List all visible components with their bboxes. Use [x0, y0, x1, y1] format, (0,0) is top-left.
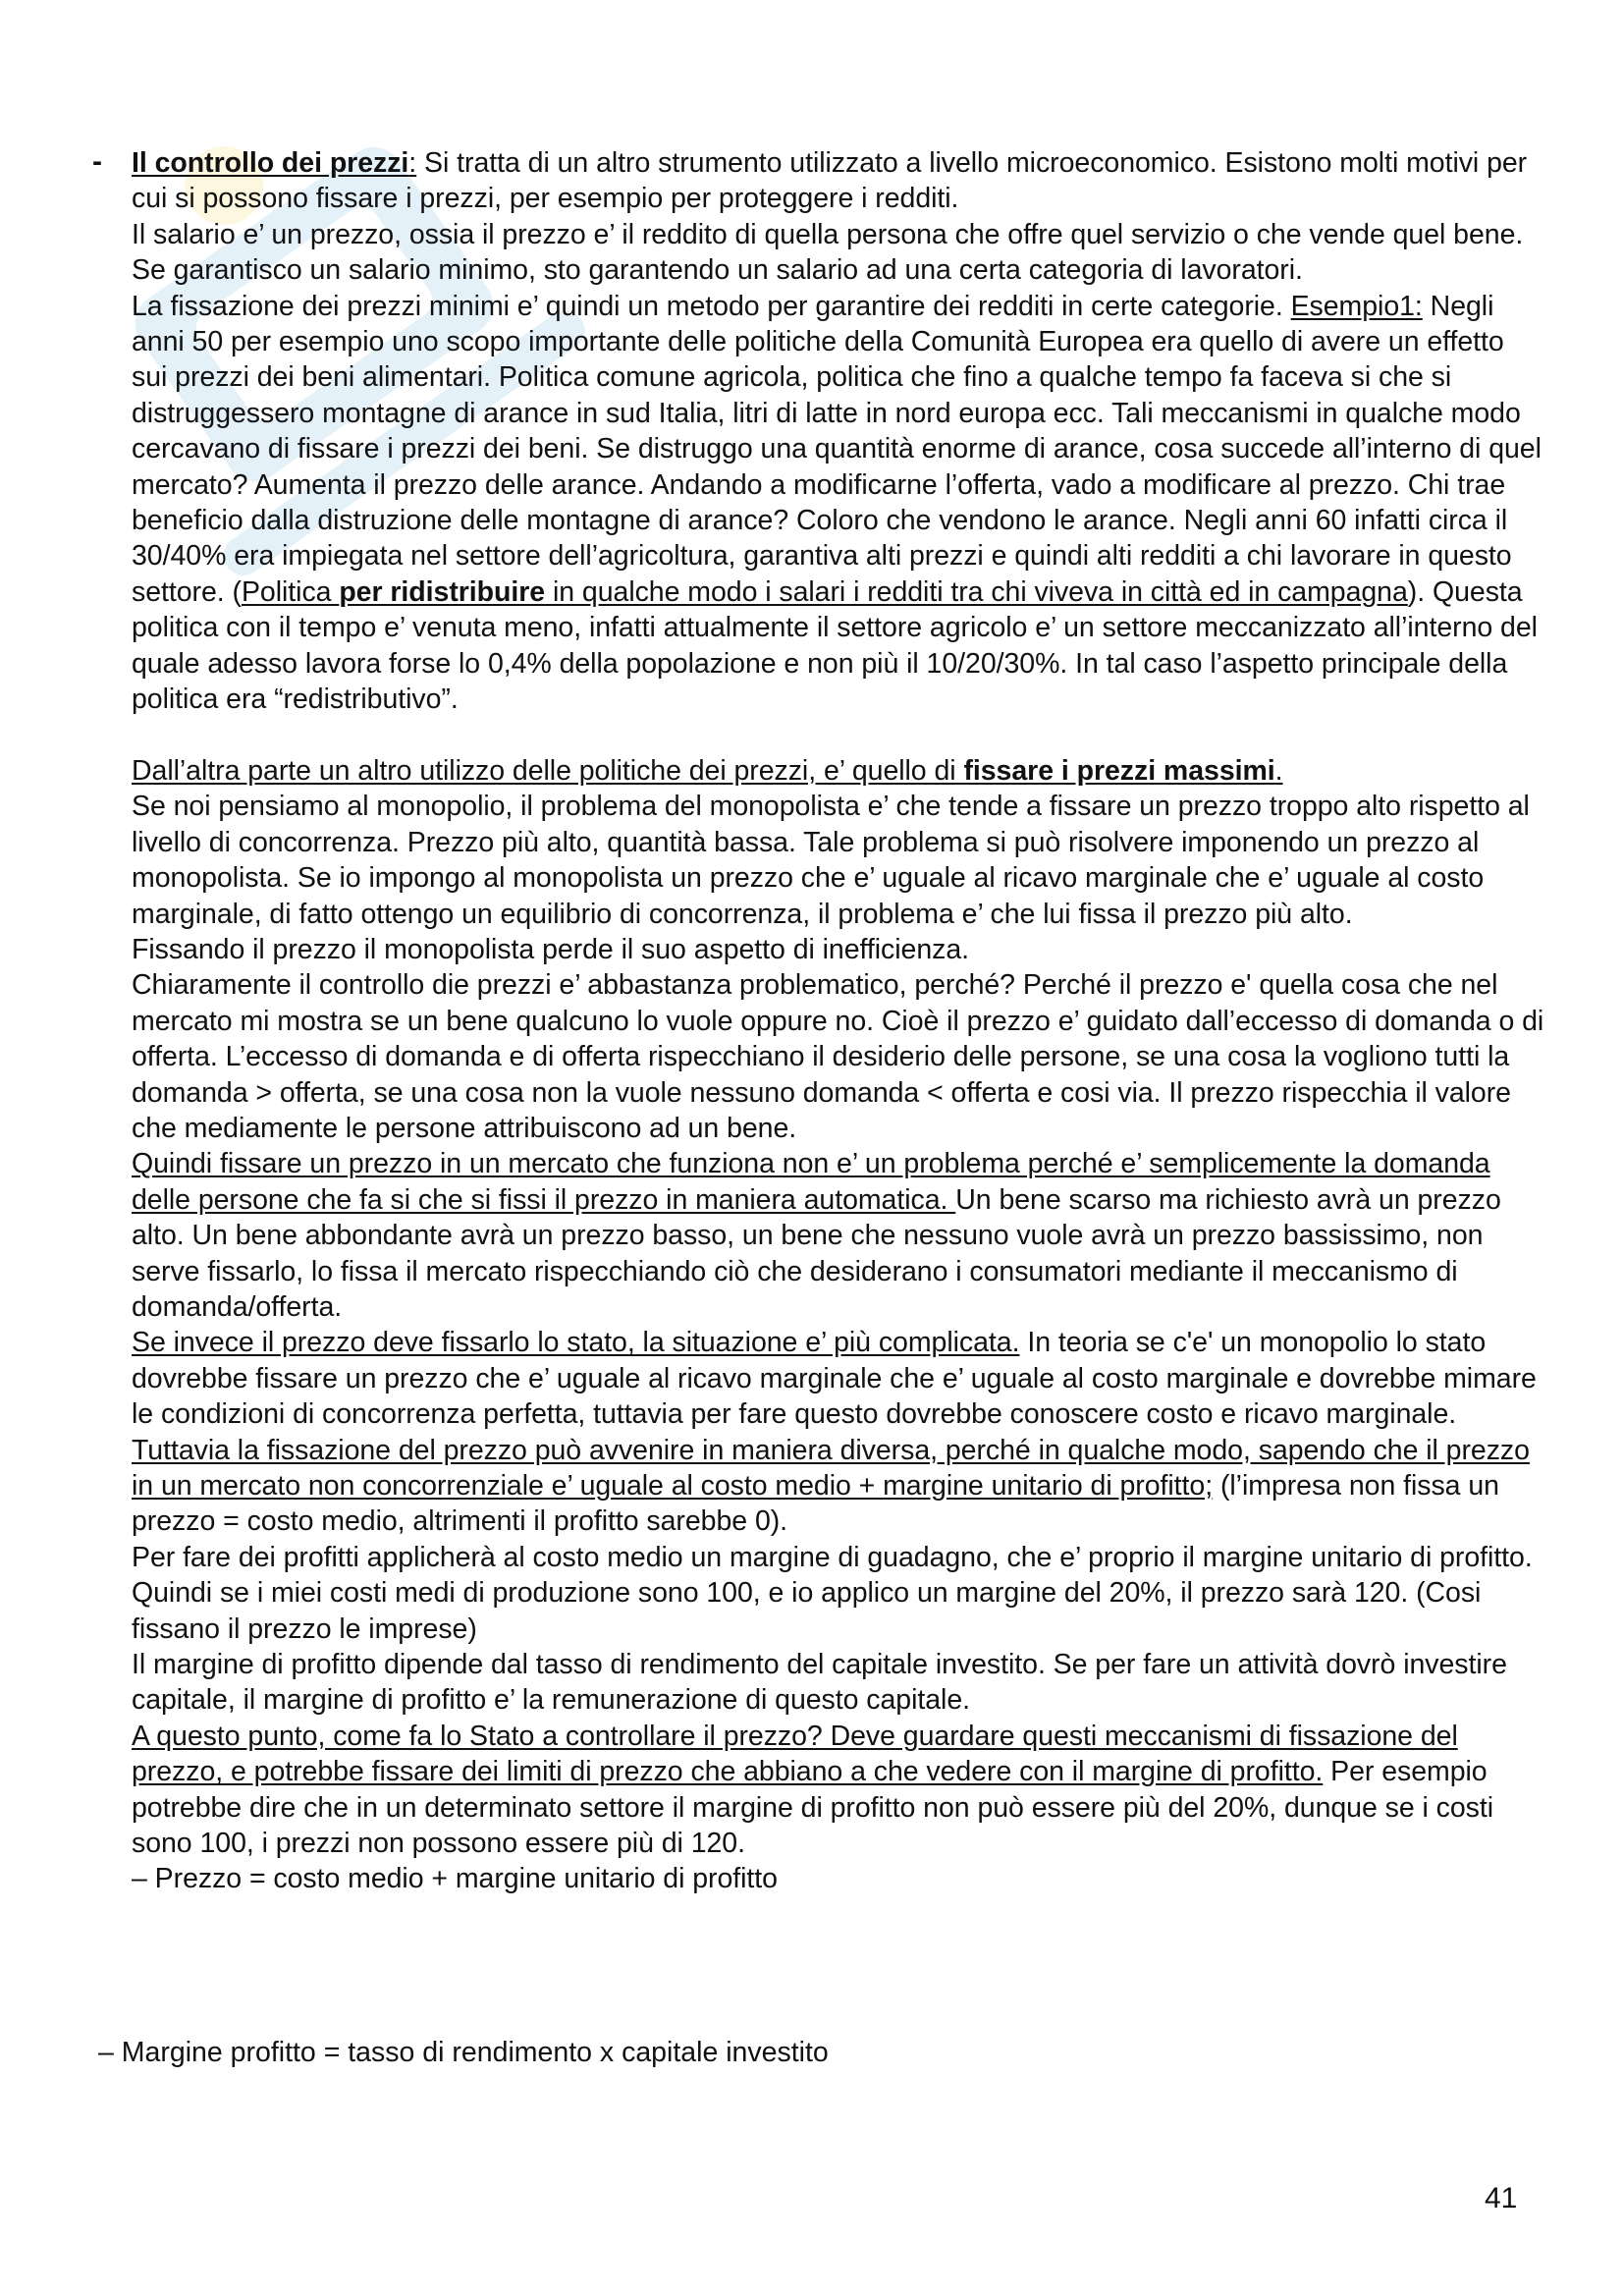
underlined-text: Quindi fissare un prezzo in un mercato che funziona non e’ un problema perché e’ semplicemente la domanda delle persone che fa si che si fissi il prezzo in maniera automatica. — [132, 1148, 1490, 1216]
paragraph — [132, 753, 1545, 789]
formula-price: – Prezzo = costo medio + margine unitario di profitto — [132, 1863, 778, 1895]
paragraph: Il salario e’ un prezzo, ossia il prezzo e’ il reddito di quella persona che offre quel servizio o che vende quel bene. Se garantisco un salario minimo, sto garantendo un salario ad una certa categoria di lavoratori. — [132, 218, 1524, 287]
paragraph: Chiaramente il controllo die prezzi e’ abbastanza problematico, perché? Perché il prezzo e' quella cosa che nel mercato mi mostra se un bene qualcuno lo vuole oppure no. Cioè il prezzo e’ guidato dall’eccesso di domanda o di offerta. L’eccesso di domanda e di offerta rispecchiano il desiderio delle persone, se una cosa la vogliono tutti la domanda > offerta, se una cosa non la vuole nessuno domanda < offerta e cosi via. Il prezzo rispecchia il valore che mediamente le persone attribuiscono ad un bene. — [132, 969, 1544, 1144]
paragraph: Se noi pensiamo al monopolio, il problema del monopolista e’ che tende a fissare un prezzo troppo alto rispetto al livello di concorrenza. Prezzo più alto, quantità bassa. Tale problema si può risolvere imponendo un prezzo al monopolista. Se io impongo al monopolista un prezzo che e’ uguale al ricavo marginale che e’ uguale al costo marginale, di fatto ottengo un equilibrio di concorrenza, il problema e’ che lui fissa il prezzo più alto. — [132, 791, 1530, 930]
paragraph — [132, 1433, 1545, 1540]
text: Un bene scarso ma richiesto avrà un prezzo alto. Un bene abbondante avrà un prezzo basso, un bene che nessuno vuole avrà un prezzo bassissimo, non serve fissarlo, lo fissa il mercato rispecchiando ciò che desiderano i consumatori mediante il meccanismo di domanda/offerta. — [132, 1183, 1501, 1323]
page-number: 41 — [1485, 2182, 1518, 2214]
bold-underlined-text: fissare i prezzi massimi — [963, 754, 1275, 787]
example-label: Esempio1: — [1290, 290, 1423, 322]
text: Si tratta di un altro strumento utilizzato a livello microeconomico. Esistono molti motivi per cui si possono fissare i prezzi, per esempio per proteggere i redditi. — [132, 147, 1528, 215]
text: La fissazione dei prezzi minimi e’ quindi un metodo per garantire dei redditi in certe categorie. — [132, 290, 1291, 322]
text: ). Questa politica con il tempo e’ venuta meno, infatti attualmente il settore agricolo e’ un settore meccanizzato all’interno del quale adesso lavora forse lo 0,4% della popolazione e non più il 10/20/30%. In tal caso l’aspetto principale della politica era “redistributivo”. — [132, 575, 1538, 716]
paragraph — [132, 1146, 1545, 1325]
list-bullet: - — [92, 145, 102, 178]
underlined-text: Dall’altra parte un altro utilizzo delle politiche dei prezzi, e’ quello di — [132, 754, 964, 787]
blank-line — [132, 718, 1545, 753]
paragraph: Per fare dei profitti applicherà al costo medio un margine di guadagno, che e’ proprio il margine unitario di profitto. Quindi se i miei costi medi di produzione sono 100, e io applico un margine del 20%, il prezzo sarà 120. (Cosi fissano il prezzo le imprese) — [132, 1541, 1533, 1645]
paragraph — [132, 1325, 1545, 1432]
paragraph — [132, 1719, 1545, 1862]
underlined-text: . — [1274, 754, 1283, 787]
heading-colon: : — [408, 147, 417, 179]
underlined-text: in qualche modo i salari i redditi tra chi viveva in città ed in campagna — [545, 575, 1408, 608]
paragraph — [132, 145, 1545, 217]
underlined-text: Tuttavia la fissazione del prezzo può avvenire in maniera diversa, perché in qualche modo, sapendo che il prezzo in un mercato non concorrenziale e’ uguale al costo medio + margine unitario di profitto; — [132, 1434, 1530, 1503]
paragraph — [132, 289, 1545, 718]
main-text — [132, 145, 1545, 1897]
formula-profit-margin: – Margine profitto = tasso di rendimento x capitale investito — [98, 2037, 829, 2068]
underlined-text: Se invece il prezzo deve fissarlo lo stato, la situazione e’ più complicata. — [132, 1327, 1020, 1359]
text: In teoria se c'e' un monopolio lo stato dovrebbe fissare un prezzo che e’ uguale al ricavo marginale che e’ uguale al costo marginale e dovrebbe mimare le condizioni di concorrenza perfetta, tuttavia per fare questo dovrebbe conoscere costo e ricavo marginale. — [132, 1327, 1537, 1431]
paragraph: Fissando il prezzo il monopolista perde il suo aspetto di inefficienza. — [132, 933, 969, 965]
text: Negli anni 50 per esempio uno scopo importante delle politiche della Comunità Europea era quello di avere un effetto sui prezzi dei beni alimentari. Politica comune agricola, politica che fino a qualche tempo fa faceva si che si distruggessero montagne di arance in sud Italia, litri di latte in nord europa ecc. Tali meccanismi in qualche modo cercavano di fissare i prezzi dei beni. Se distruggo una quantità enorme di arance, cosa succede all’interno di quel mercato? Aumenta il prezzo delle arance. Andando a modificarne l’offerta, vado a modificare al prezzo. Chi trae beneficio dalla distruzione delle montagne di arance? Coloro che vendono le arance. Negli anni 60 infatti circa il 30/40% era impiegata nel settore dell’agricoltura, garantiva alti prezzi e quindi alti redditi a chi lavorare in questo settore. ( — [132, 290, 1542, 608]
text: (l’impresa non fissa un prezzo = costo medio, altrimenti il profitto sarebbe 0). — [132, 1470, 1499, 1538]
bold-underlined-text: per ridistribuire — [339, 575, 546, 608]
text: Per esempio potrebbe dire che in un determinato settore il margine di profitto non può essere più del 20%, dunque se i costi sono 100, i prezzi non possono essere più di 120. — [132, 1756, 1494, 1860]
underlined-text: Politica — [241, 575, 340, 608]
underlined-text: A questo punto, come fa lo Stato a controllare il prezzo? Deve guardare questi meccanismi di fissazione del prezzo, e potrebbe fissare dei limiti di prezzo che abbiano a che vedere con il margine di profitto. — [132, 1720, 1458, 1788]
paragraph: Il margine di profitto dipende dal tasso di rendimento del capitale investito. Se per fare un attività dovrò investire capitale, il margine di profitto e’ la remunerazione di questo capitale. — [132, 1649, 1507, 1717]
section-heading: Il controllo dei prezzi — [132, 147, 409, 179]
